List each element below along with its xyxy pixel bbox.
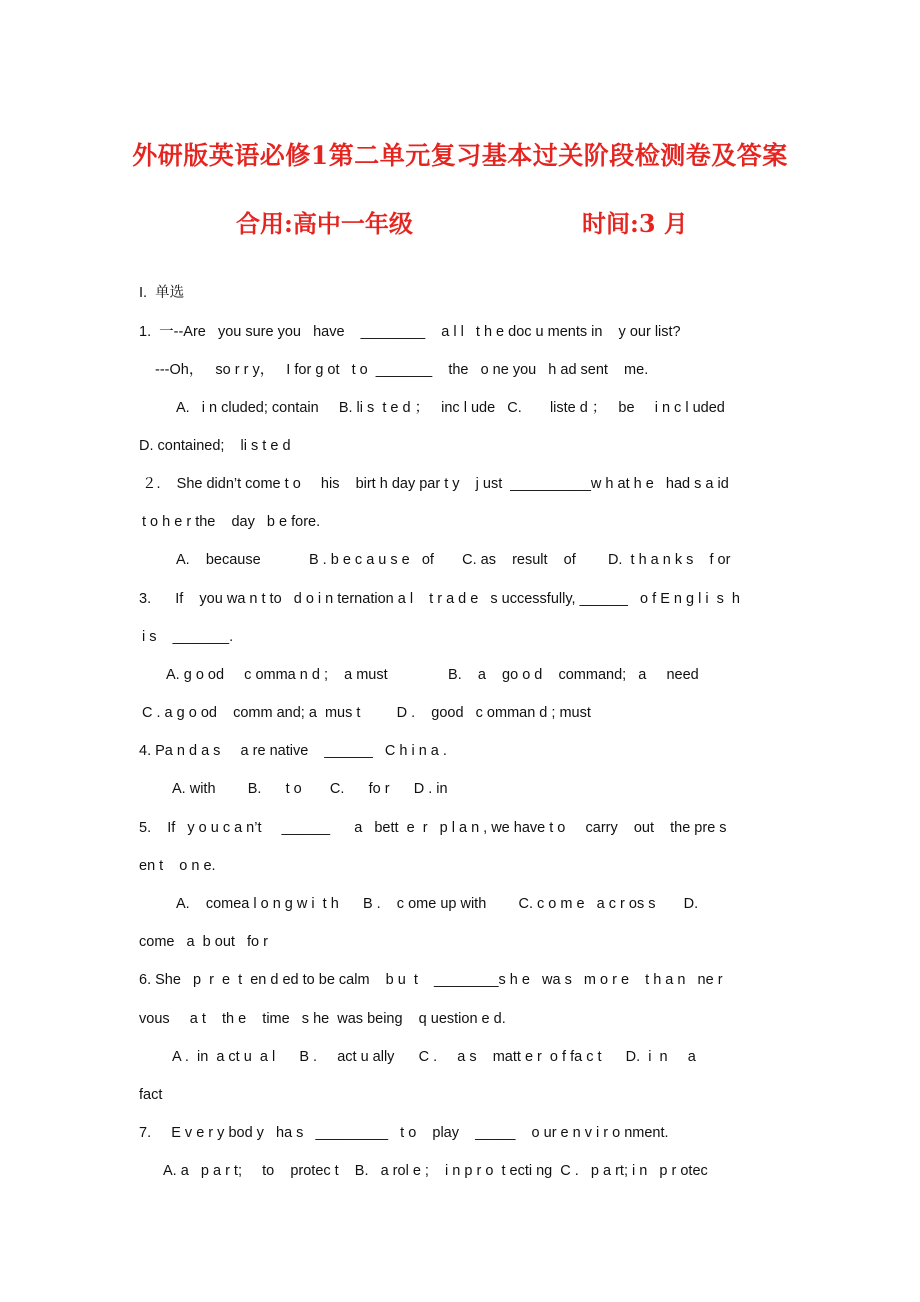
question-2-options: A. because B . b e c a u s e of C. as result of D. t h a n k s f or bbox=[176, 552, 731, 568]
question-2-stem: ２. She didn’t come t o his birt h day par t y j ust __________w h at h e had s a id bbox=[142, 476, 729, 492]
question-1-options: A. i n cluded; contain B. li s t e d ； inc l ude C. liste d ； be i n c l uded bbox=[176, 400, 725, 416]
question-1-stem: 1. 一--Are you sure you have ________ a l l t h e doc u ments in y our list? bbox=[139, 324, 681, 340]
question-2-stem-cont: t o h e r the day b e fore. bbox=[142, 514, 321, 530]
question-3-options: A. g o od c omma n d ; a must B. a go o d command; a need bbox=[166, 667, 699, 683]
question-1-stem-cont: ---Oh， so r r y， I for g ot t o _______ the o ne you h ad sent me. bbox=[155, 362, 649, 378]
question-6-stem: 6. She p r e t en d ed to be calm b u t ________s h e wa s m o r e t h a n ne r bbox=[139, 972, 723, 988]
question-5-options: A. comea l o n g w i t h B . c ome up with C. c o m e a c r os s D. bbox=[176, 896, 699, 912]
question-6-options-cont: fact bbox=[139, 1087, 163, 1103]
question-5-options-cont: come a b out fo r bbox=[139, 934, 268, 950]
question-5-stem-cont: en t o n e. bbox=[139, 858, 216, 874]
question-3-stem-cont: i s _______. bbox=[142, 629, 234, 645]
section-heading: I. 单选 bbox=[139, 285, 185, 301]
question-6-stem-cont: vous a t th e time s he was being q uestion e d. bbox=[139, 1011, 506, 1027]
question-4-options: A. with B. t o C. fo r D . in bbox=[172, 781, 448, 797]
question-1-options-cont: D. contained; li s t e d bbox=[139, 438, 291, 454]
applicable-grade: 合用:高中一年级 bbox=[236, 209, 413, 238]
question-7-stem: 7. E v e r y bod y ha s _________ t o play _____ o ur e n v i r o nment. bbox=[139, 1125, 669, 1141]
question-7-options: A. a p a r t; to protec t B. a rol e ; i n p r o t ecti ng C . p a rt; i n p r otec bbox=[163, 1163, 708, 1179]
document-title: 外研版英语必修1第二单元复习基本过关阶段检测卷及答案 bbox=[132, 141, 788, 170]
question-3-options-cont: C . a g o od comm and; a mus t D . good c omman d ; must bbox=[142, 705, 591, 721]
question-5-stem: 5. If y o u c a n’t ______ a bett e r p l a n , we have t o carry out the pre s bbox=[139, 820, 727, 836]
question-3-stem: 3. If you wa n t to d o i n ternation a l t r a d e s uccessfully, ______ o f E n g l i s h bbox=[139, 591, 740, 607]
question-4-stem: 4. Pa n d a s a re native ______ C h i n a . bbox=[139, 743, 447, 759]
exam-time: 时间:3 月 bbox=[582, 209, 688, 238]
question-6-options: A . in a ct u a l B . act u ally C . a s matt e r o f fa c t D. i n a bbox=[172, 1049, 696, 1065]
